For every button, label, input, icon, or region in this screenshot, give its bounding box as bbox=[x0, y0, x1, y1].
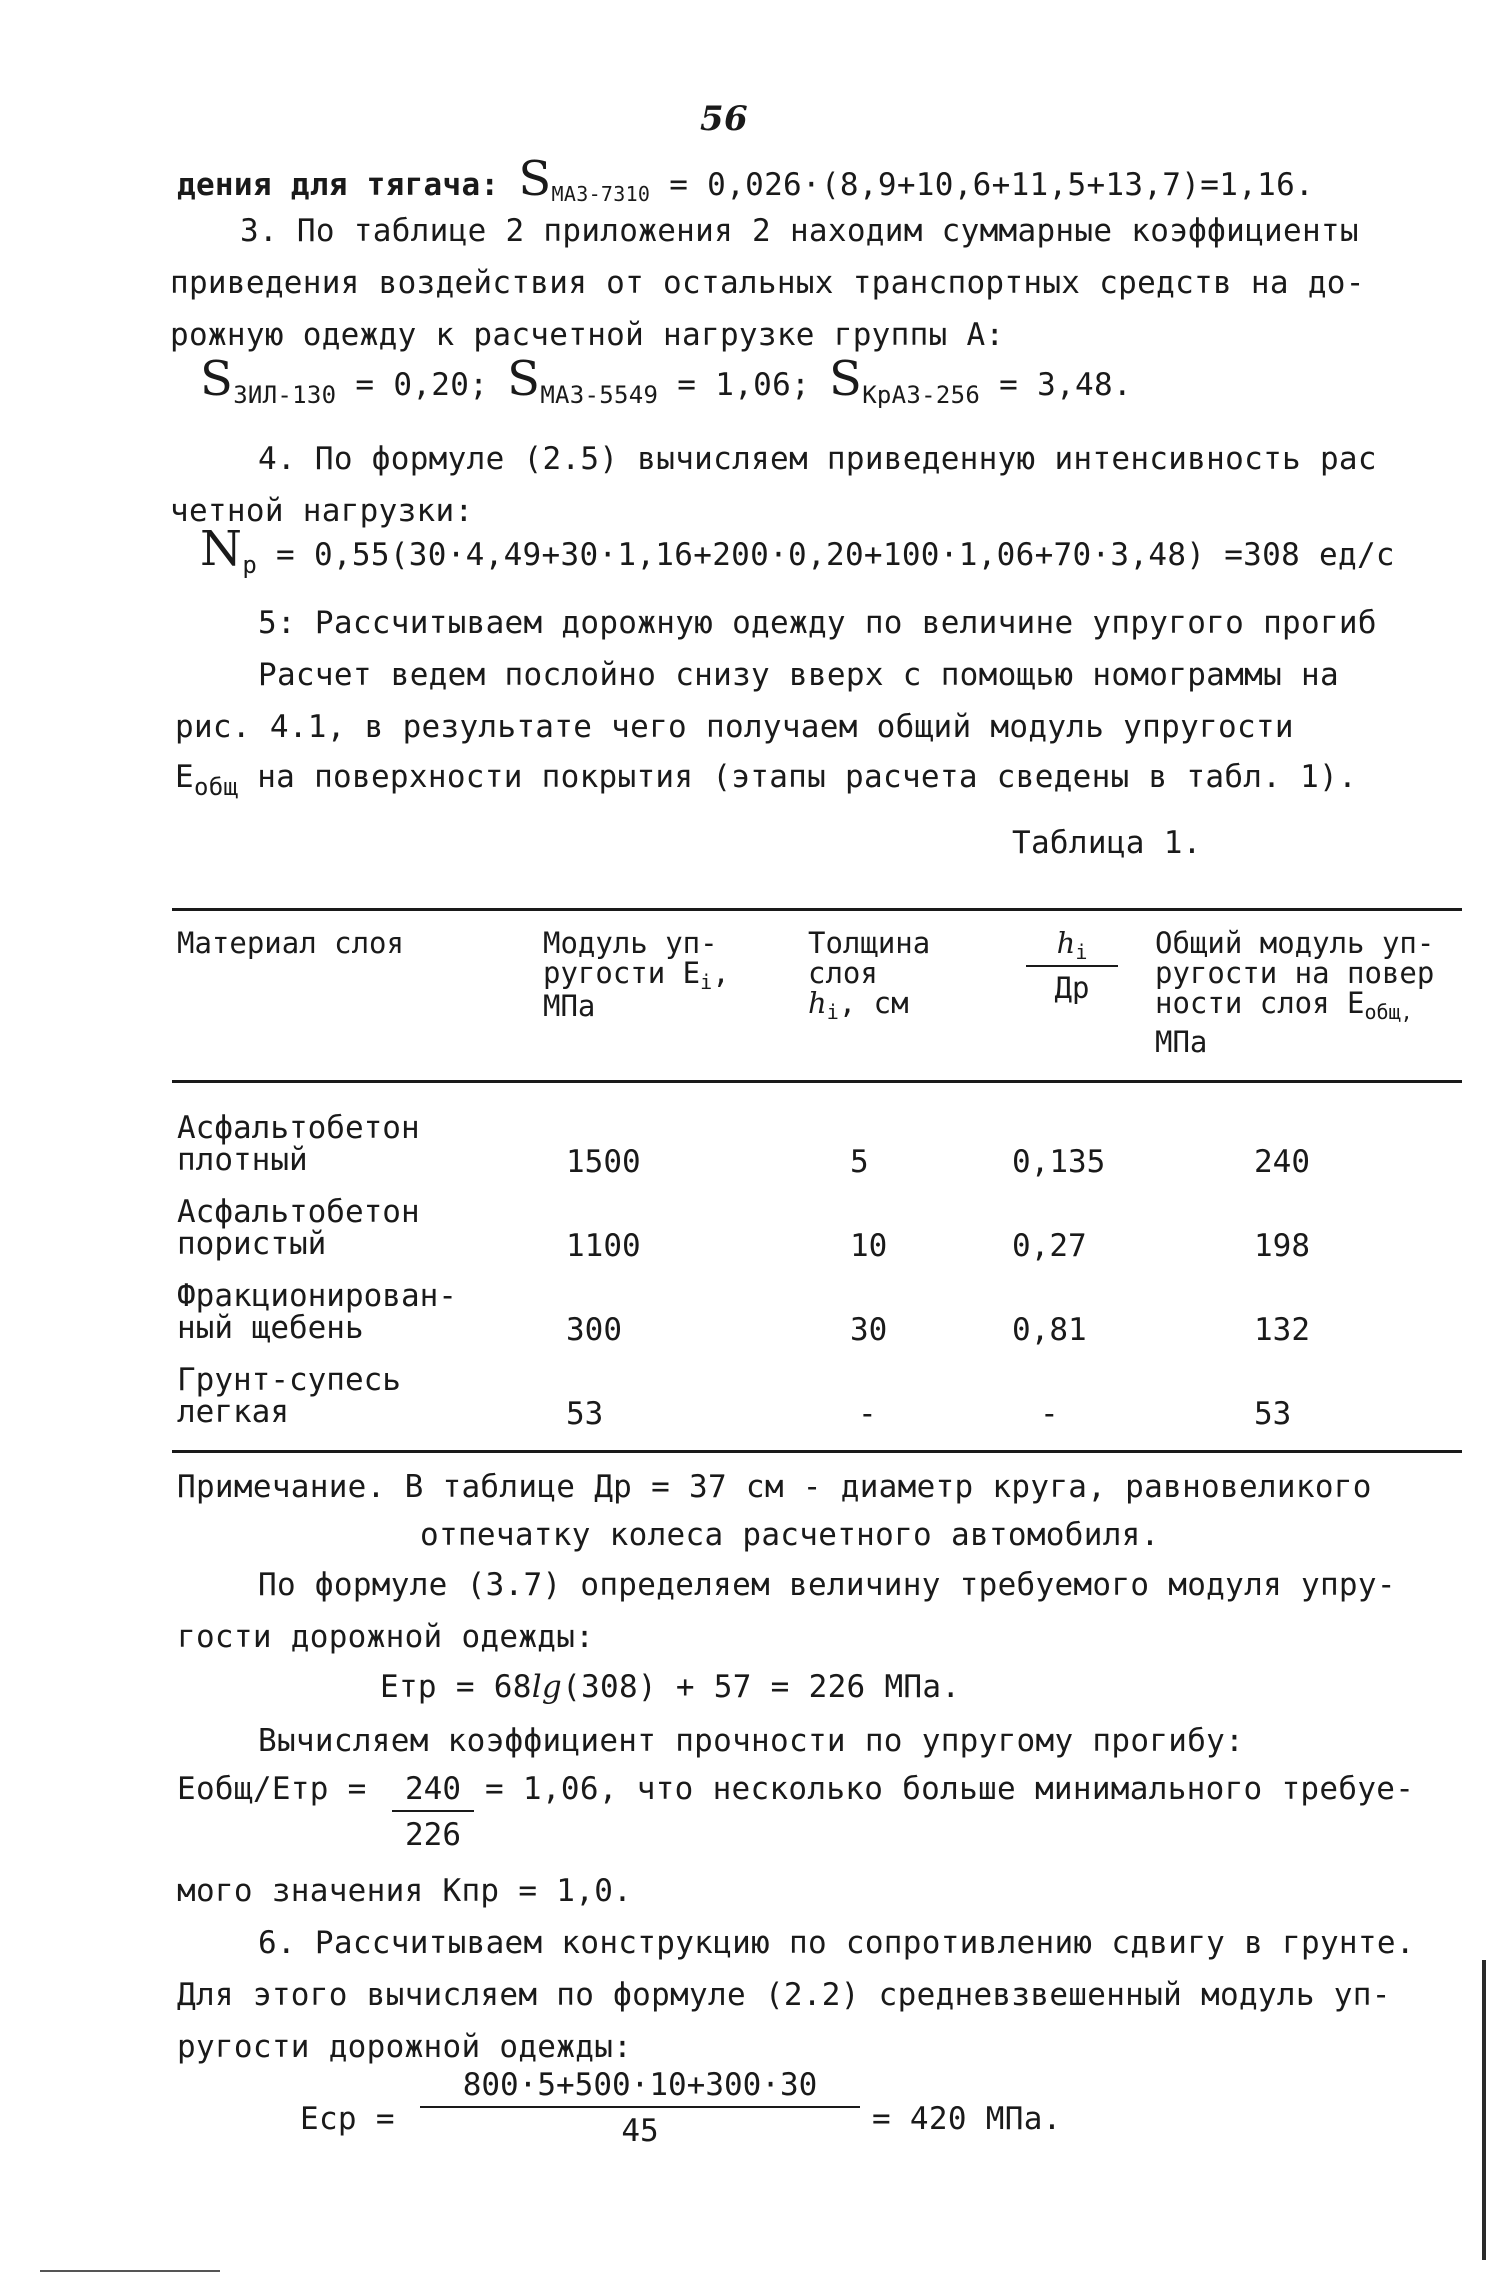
page-number: 56 bbox=[700, 99, 748, 139]
header-total-line1: Общий модуль уп- bbox=[1155, 926, 1435, 960]
cell-modulus: 1500 bbox=[566, 1144, 641, 1180]
table-header-rule bbox=[172, 1080, 1462, 1083]
header-total-text: ности слоя Е bbox=[1155, 986, 1365, 1020]
header-total-line3 bbox=[1155, 986, 1434, 1024]
s-symbol: S bbox=[518, 151, 552, 207]
cell-total: 53 bbox=[1254, 1396, 1292, 1432]
material-line2: пористый bbox=[177, 1226, 327, 1262]
line-prefix: дения для тягача: bbox=[177, 167, 500, 203]
formula-ecp-prefix: Еср = bbox=[300, 2101, 395, 2137]
s-subscript-kraz: КрАЗ-256 bbox=[862, 381, 981, 409]
scan-edge-line bbox=[1482, 1960, 1486, 2260]
cell-thickness: 30 bbox=[850, 1312, 888, 1348]
scan-bottom-mark bbox=[40, 2270, 220, 2272]
header-total-line4: МПа bbox=[1155, 1025, 1208, 1059]
cell-modulus: 300 bbox=[566, 1312, 622, 1348]
header-modulus-line1: Модуль уп- bbox=[543, 926, 718, 960]
line-coefficients bbox=[200, 351, 1132, 409]
header-ratio-h: h bbox=[1056, 926, 1076, 960]
table-caption: Таблица 1. bbox=[1012, 825, 1202, 861]
header-ratio-sub: i bbox=[1075, 940, 1088, 964]
n-symbol: N bbox=[200, 521, 243, 577]
header-thickness-line1: Толщина bbox=[808, 926, 931, 960]
cell-ratio: - bbox=[1040, 1396, 1059, 1432]
etr-prefix: Етр = 68 bbox=[380, 1669, 532, 1705]
paragraph-formula-37-line2: гости дорожной одежды: bbox=[177, 1619, 595, 1655]
material-line1: Грунт-супесь bbox=[177, 1362, 401, 1398]
cell-material bbox=[177, 1196, 420, 1260]
header-thickness-sub: i bbox=[826, 1000, 839, 1024]
header-thickness bbox=[808, 926, 931, 1024]
cell-ratio: 0,27 bbox=[1012, 1228, 1087, 1264]
cell-material bbox=[177, 1280, 457, 1344]
table-note-line2: отпечатку колеса расчетного автомобиля. bbox=[420, 1517, 1160, 1553]
header-modulus-text: ругости Е bbox=[543, 956, 701, 990]
header-total-modulus bbox=[1155, 928, 1434, 1057]
n-subscript: р bbox=[242, 551, 258, 579]
coef-kraz: = 3,48. bbox=[999, 367, 1132, 403]
ratio-numerator: 240 bbox=[405, 1771, 461, 1807]
header-total-sub: общ, bbox=[1364, 1000, 1413, 1024]
header-thickness-h: h bbox=[808, 986, 827, 1020]
header-modulus bbox=[543, 928, 730, 1021]
ratio-prefix: Еобщ/Етр = bbox=[177, 1771, 367, 1807]
material-line1: Асфальтобетон bbox=[177, 1110, 420, 1146]
material-line2: плотный bbox=[177, 1142, 308, 1178]
formula-eobsh-ratio bbox=[177, 1770, 367, 1808]
cell-total: 198 bbox=[1254, 1228, 1310, 1264]
material-line1: Асфальтобетон bbox=[177, 1194, 420, 1230]
ratio-fraction bbox=[388, 1770, 478, 1854]
material-line2: легкая bbox=[177, 1394, 289, 1430]
paragraph-5-line2: Расчет ведем послойно снизу вверх с помощью номограммы на bbox=[258, 657, 1339, 693]
coef-maz: = 1,06; bbox=[677, 367, 811, 403]
ratio-bar bbox=[392, 1810, 474, 1812]
header-modulus-line2 bbox=[543, 956, 730, 994]
header-total-line2: ругости на повер bbox=[1155, 956, 1435, 990]
s-subscript-maz: МАЗ-5549 bbox=[540, 381, 659, 409]
formula-ecp-suffix: = 420 МПа. bbox=[872, 2101, 1062, 2137]
ecp-denominator: 45 bbox=[621, 2113, 659, 2149]
table-top-rule bbox=[172, 908, 1462, 911]
header-ratio-num bbox=[1022, 926, 1122, 964]
paragraph-5-line3: рис. 4.1, в результате чего получаем общий модуль упругости bbox=[175, 709, 1294, 745]
material-line2: ный щебень bbox=[177, 1310, 364, 1346]
cell-thickness: - bbox=[858, 1396, 877, 1432]
paragraph-4-line1: 4. По формуле (2.5) вычисляем приведенную интенсивность рас bbox=[258, 441, 1377, 477]
cell-ratio: 0,135 bbox=[1012, 1144, 1106, 1180]
paragraph-6-line1: 6. Рассчитываем конструкцию по сопротивлению сдвигу в грунте. bbox=[258, 1925, 1415, 1961]
table-note-line1: Примечание. В таблице Др = 37 см - диаметр круга, равновеликого bbox=[177, 1469, 1372, 1505]
line-np-formula bbox=[200, 521, 1395, 579]
s-symbol: S bbox=[200, 351, 234, 407]
cell-modulus: 53 bbox=[566, 1396, 604, 1432]
header-modulus-comma: , bbox=[712, 956, 730, 990]
cell-material bbox=[177, 1364, 401, 1428]
formula-expr: = 0,026·(8,9+10,6+11,5+13,7)=1,16. bbox=[669, 167, 1315, 203]
cell-thickness: 10 bbox=[850, 1228, 888, 1264]
header-thickness-line2: слоя bbox=[808, 956, 878, 990]
ratio-suffix: = 1,06, что несколько больше минимального требуе- bbox=[485, 1771, 1415, 1807]
cell-thickness: 5 bbox=[850, 1144, 869, 1180]
paragraph-min-value: мого значения Кпр = 1,0. bbox=[177, 1873, 633, 1909]
paragraph-3-line2: приведения воздействия от остальных транспортных средств на до- bbox=[170, 265, 1365, 301]
ecp-numerator: 800·5+500·10+300·30 bbox=[462, 2067, 818, 2103]
header-ratio bbox=[1022, 928, 1122, 1003]
cell-total: 240 bbox=[1254, 1144, 1310, 1180]
s-subscript: МАЗ-7310 bbox=[551, 182, 651, 206]
e-subscript: общ bbox=[193, 773, 239, 801]
header-material: Материал слоя bbox=[177, 926, 404, 960]
s-symbol: S bbox=[829, 351, 863, 407]
header-modulus-line3: МПа bbox=[543, 989, 596, 1023]
etr-log: lg bbox=[531, 1669, 563, 1705]
paragraph-5-line4 bbox=[175, 758, 1358, 801]
paragraph-3-line3: рожную одежду к расчетной нагрузке группы А: bbox=[170, 317, 1005, 353]
ecp-bar bbox=[420, 2106, 860, 2108]
np-expr: = 0,55(30·4,49+30·1,16+200·0,20+100·1,06+70·3,48) =308 ед/с bbox=[276, 537, 1395, 573]
cell-modulus: 1100 bbox=[566, 1228, 641, 1264]
e-symbol: Е bbox=[175, 759, 194, 795]
paragraph-strength-coef: Вычисляем коэффициент прочности по упругому прогибу: bbox=[258, 1723, 1245, 1759]
material-line1: Фракционирован- bbox=[177, 1278, 457, 1314]
header-thickness-line3 bbox=[808, 986, 930, 1024]
cell-ratio: 0,81 bbox=[1012, 1312, 1087, 1348]
s-symbol: S bbox=[507, 351, 541, 407]
paragraph-6-line2: Для этого вычисляем по формуле (2.2) средневзвешенный модуль уп- bbox=[177, 1977, 1391, 2013]
header-thickness-unit: , см bbox=[838, 986, 909, 1020]
ecp-fraction bbox=[420, 2066, 860, 2150]
cell-material bbox=[177, 1112, 420, 1176]
cell-total: 132 bbox=[1254, 1312, 1310, 1348]
paragraph-4-line2: четной нагрузки: bbox=[170, 493, 474, 529]
paragraph-3-line1: 3. По таблице 2 приложения 2 находим суммарные коэффициенты bbox=[240, 213, 1359, 249]
paragraph-6-line3: ругости дорожной одежды: bbox=[177, 2029, 633, 2065]
ratio-denominator: 226 bbox=[405, 1817, 461, 1853]
header-ratio-bar bbox=[1026, 965, 1118, 967]
s-subscript-zil: ЗИЛ-130 bbox=[233, 381, 337, 409]
paragraph-text: на поверхности покрытия (этапы расчета сведены в табл. 1). bbox=[257, 759, 1358, 795]
paragraph-formula-37-line1: По формуле (3.7) определяем величину требуемого модуля упру- bbox=[258, 1567, 1396, 1603]
table-bottom-rule bbox=[172, 1450, 1462, 1453]
header-ratio-den: Др bbox=[1054, 971, 1090, 1005]
header-modulus-sub: i bbox=[700, 970, 713, 994]
etr-suffix: (308) + 57 = 226 МПа. bbox=[562, 1669, 961, 1705]
paragraph-5-line1: 5: Рассчитываем дорожную одежду по величине упругого прогиб bbox=[258, 605, 1377, 641]
coef-zil: = 0,20; bbox=[355, 367, 489, 403]
line-tractor-coefficient bbox=[177, 151, 1315, 207]
formula-etr bbox=[380, 1668, 960, 1706]
